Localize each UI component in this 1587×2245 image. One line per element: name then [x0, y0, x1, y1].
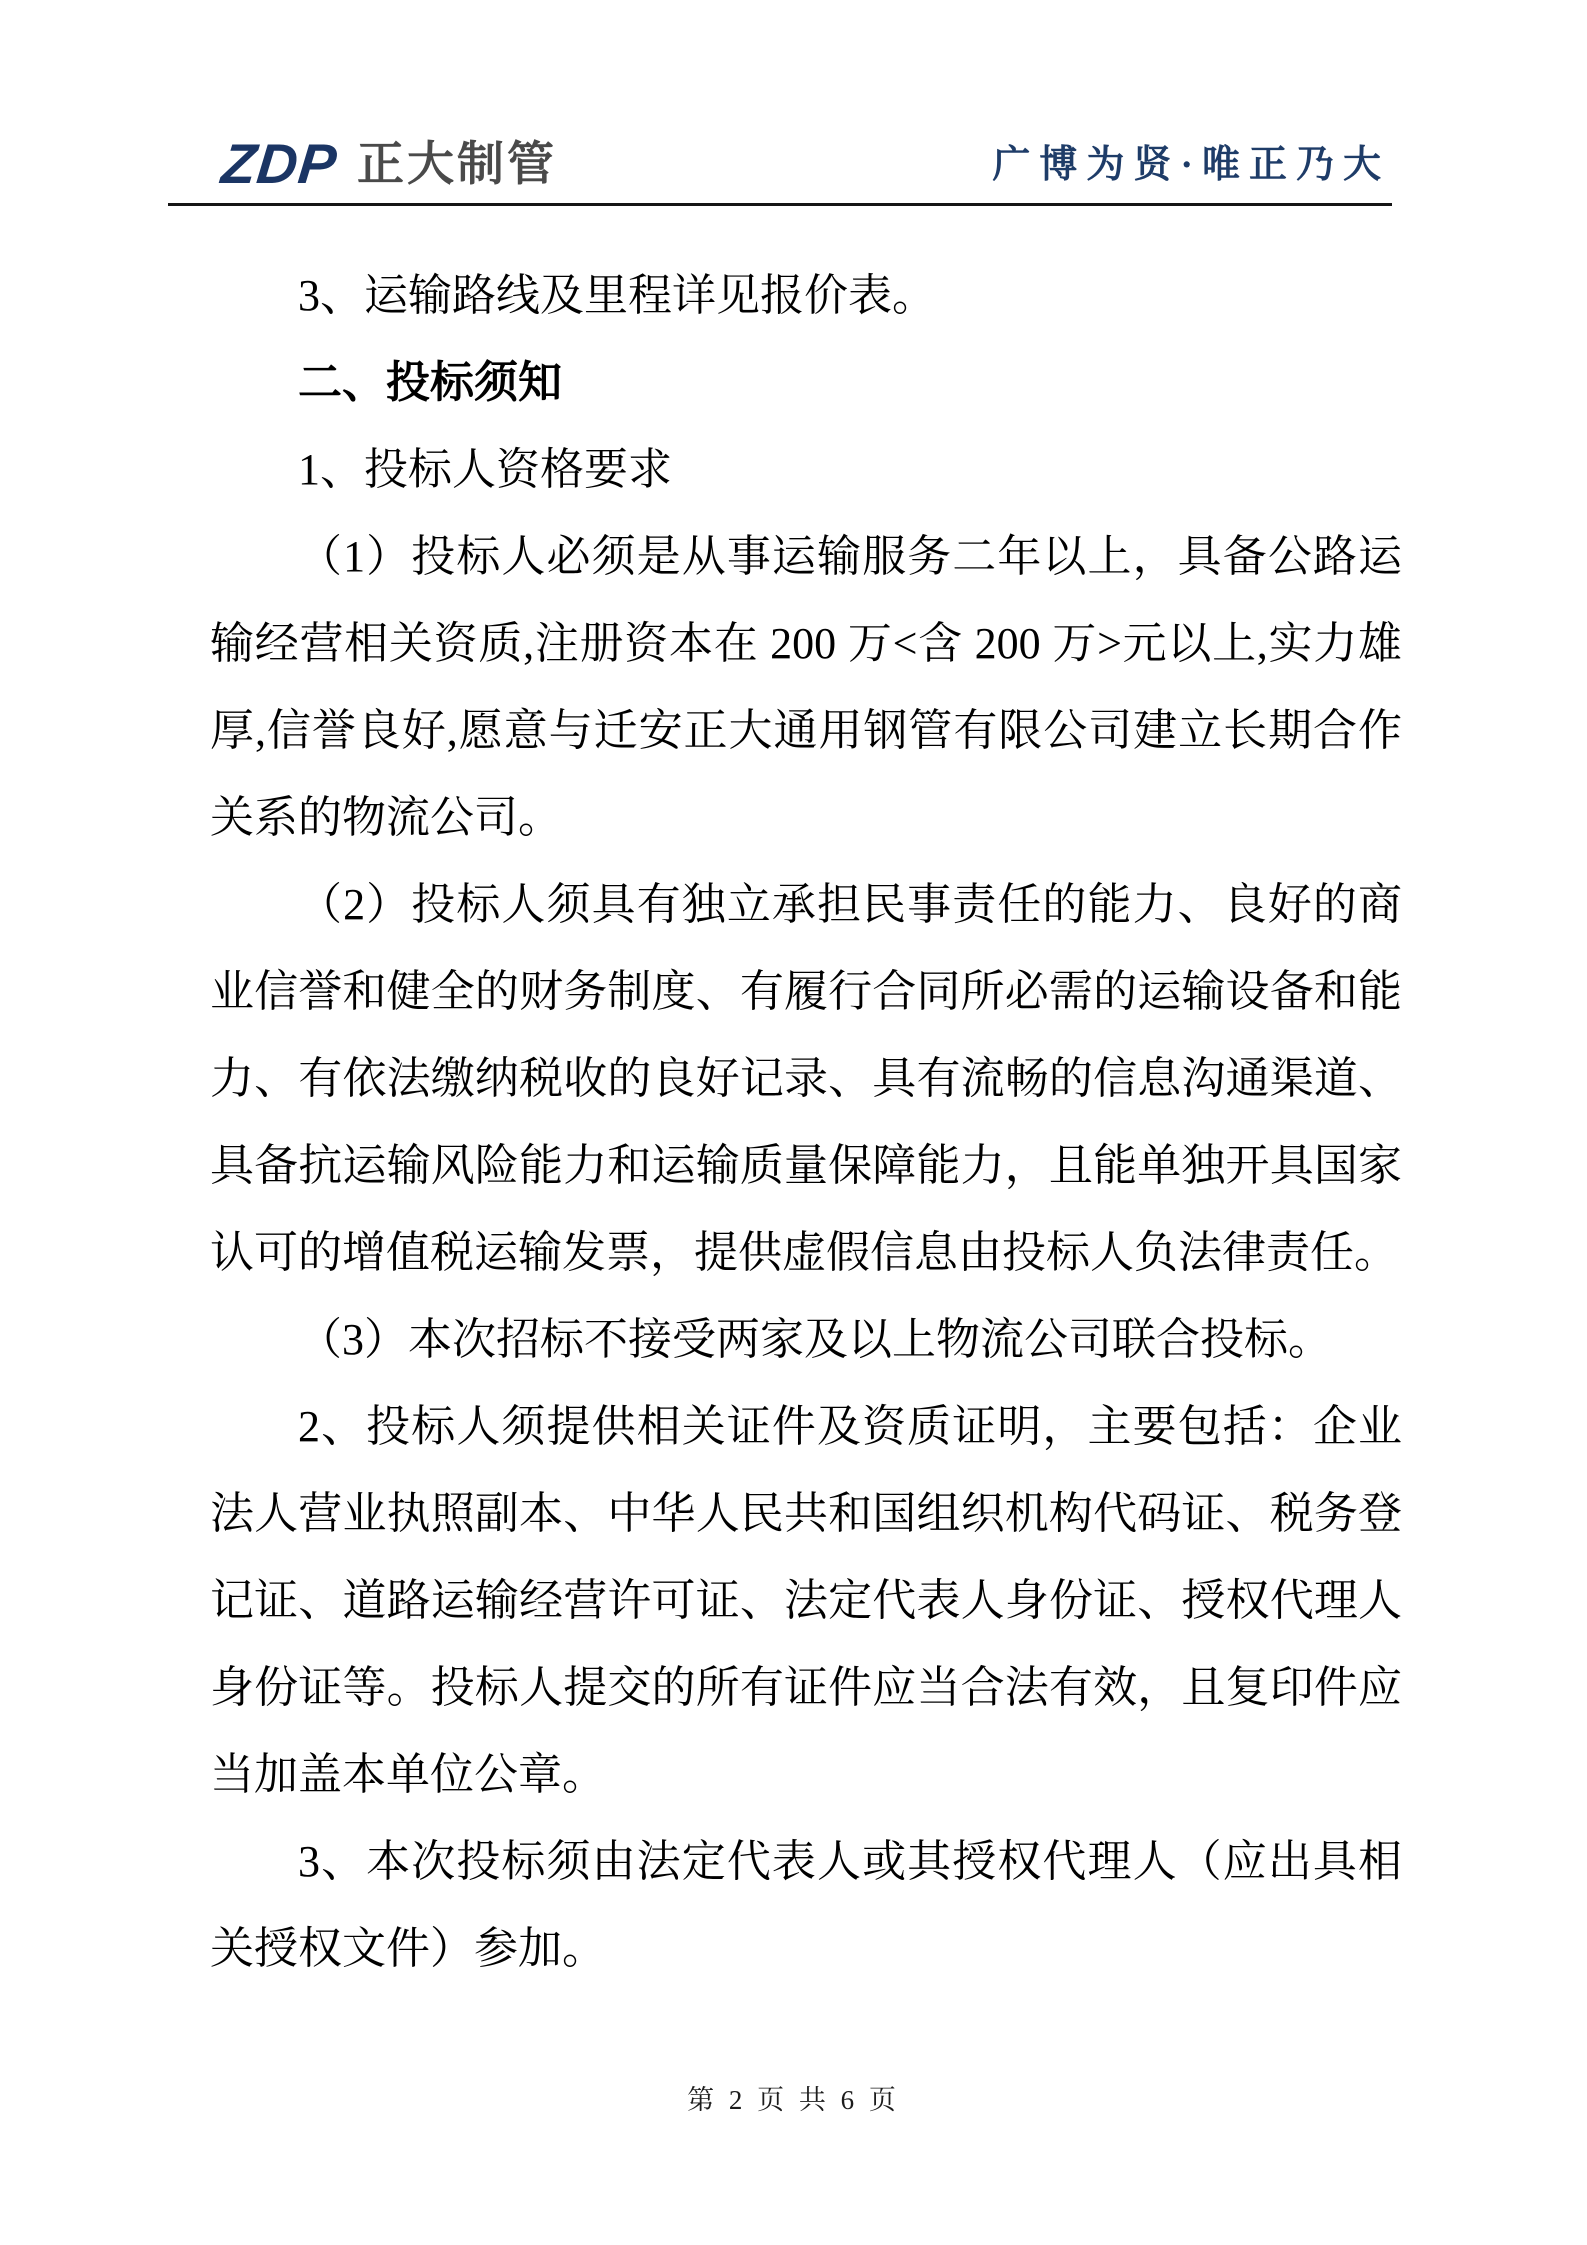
company-name: 正大制管	[357, 137, 557, 190]
section-heading: 二、投标须知	[298, 358, 562, 407]
paragraph: （1）投标人必须是从事运输服务二年以上，具备公路运输经营相关资质,注册资本在 200 万<含 200 万>元以上,实力雄厚,信誉良好,愿意与迁安正大通用钢管有限公司建立长期合作关系的物流公司。	[210, 532, 1402, 842]
header-divider	[168, 203, 1392, 206]
page-number: 第 2 页 共 6 页	[687, 2085, 900, 2115]
paragraph: （3）本次招标不接受两家及以上物流公司联合投标。	[298, 1315, 1332, 1364]
paragraph: （2）投标人须具有独立承担民事责任的能力、良好的商业信誉和健全的财务制度、有履行合同所必需的运输设备和能力、有依法缴纳税收的良好记录、具有流畅的信息沟通渠道、具备抗运输风险能力和运输质量保障能力，且能单独开具国家认可的增值税运输发票，提供虚假信息由投标人负法律责任。	[210, 880, 1402, 1277]
document-body	[210, 252, 1402, 1992]
zdp-logo-icon: ZDP	[218, 132, 341, 195]
paragraph: 1、投标人资格要求	[298, 445, 672, 494]
company-slogan: 广博为贤·唯正乃大	[992, 144, 1390, 186]
paragraph: 3、本次投标须由法定代表人或其授权代理人（应出具相关授权文件）参加。	[210, 1837, 1402, 1973]
company-logo	[218, 132, 557, 195]
paragraph: 3、运输路线及里程详见报价表。	[298, 271, 936, 320]
paragraph: 2、投标人须提供相关证件及资质证明，主要包括：企业法人营业执照副本、中华人民共和国组织机构代码证、税务登记证、道路运输经营许可证、法定代表人身份证、授权代理人身份证等。投标人提交的所有证件应当合法有效，且复印件应当加盖本单位公章。	[210, 1402, 1402, 1799]
